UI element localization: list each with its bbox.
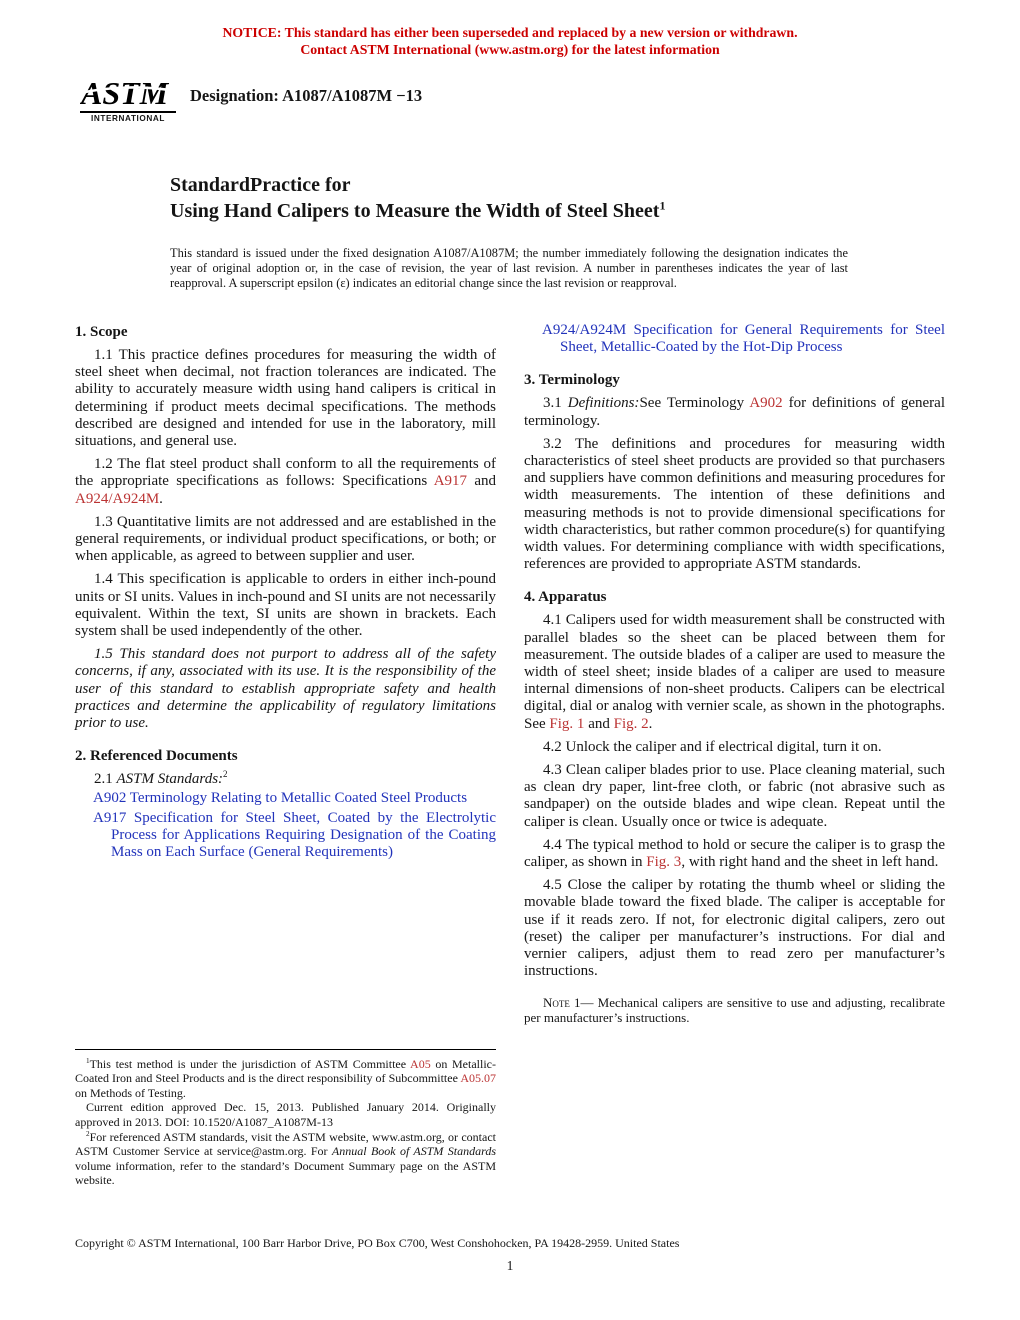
preamble-paragraph: This standard is issued under the fixed designation A1087/A1087M; the number immediately following the designation indicates the year of original adoption or, in the case of revision, the year of last revision. A number in parentheses indicates the year of last reapproval. A superscript epsilon (ε) indicates an editorial change since the last revision or reapproval. xyxy=(170,246,848,291)
para-1-2-text: 1.2 The flat steel product shall conform to all the requirements of the appropriate specifications as follows: Specifications xyxy=(75,456,496,490)
para-3-2: 3.2 The definitions and procedures for measuring width characteristics of steel sheet products are provided so that purchasers and suppliers have common definitions and measuring procedures for width measurements. The intention of these definitions and measuring methods is not to provide dimensional specifications for width characteristics, but rather common procedure(s) for quantifying width values. For determining compliance with width specifications, references are provided to appropriate ASTM standards. xyxy=(524,435,945,573)
link-fig-2[interactable]: Fig. 2 xyxy=(613,715,649,732)
right-column xyxy=(524,322,945,1188)
para-2-1-number: 2.1 xyxy=(94,771,117,788)
reference-item xyxy=(524,322,945,356)
header xyxy=(80,68,422,123)
footnote-1-marker: 1 xyxy=(86,1056,90,1065)
para-3-1-text: See Terminology xyxy=(639,395,750,412)
page-number: 1 xyxy=(506,1258,514,1273)
title-text: Using Hand Calipers to Measure the Width of Steel Sheet xyxy=(170,200,660,222)
link-a05[interactable]: A05 xyxy=(410,1056,431,1071)
para-2-1-italic: ASTM Standards: xyxy=(116,771,224,788)
para-2-1-footnote-ref: 2 xyxy=(223,769,228,780)
section-3-heading: 3. Terminology xyxy=(524,372,620,389)
para-1-5: 1.5 This standard does not purport to address all of the safety concerns, if any, associated with its use. It is the responsibility of the user of this standard to establish appropriate safety and health practices and determine the applicability of regulatory limitations prior to use. xyxy=(75,646,496,732)
para-3-1-number: 3.1 xyxy=(543,395,568,412)
para-4-4-text: , with right hand and the sheet in left hand. xyxy=(681,854,939,871)
reference-item xyxy=(75,790,496,807)
astm-logo xyxy=(80,68,176,123)
para-4-2: 4.2 Unlock the caliper and if electrical digital, turn it on. xyxy=(543,738,882,755)
footnote-2-text: For referenced ASTM standards, visit the ASTM website, www.astm.org, or contact ASTM Customer Service at service@astm.org. For xyxy=(75,1129,496,1159)
designation-label: Designation: A1087/A1087M −13 xyxy=(190,86,423,105)
para-4-4-text: 4.4 The typical method to hold or secure the caliper is to grasp the caliper, as shown in xyxy=(524,836,945,871)
footnote-1 xyxy=(75,1057,496,1101)
para-1-2 xyxy=(75,456,496,508)
title-block xyxy=(170,172,665,224)
footnote-1-text: on Methods of Testing. xyxy=(75,1085,186,1100)
link-a05-07[interactable]: A05.07 xyxy=(460,1071,496,1086)
link-a924-a924m[interactable]: A924/A924M xyxy=(75,490,160,507)
section-2-heading: 2. Referenced Documents xyxy=(75,748,238,765)
para-3-1-italic: Definitions: xyxy=(567,395,640,412)
para-1-3: 1.3 Quantitative limits are not addressed and are established in the general requirements, or individual product specifications, or both; or when applicable, as agreed to between supplier and user. xyxy=(75,513,496,565)
para-4-1-text: . xyxy=(648,715,653,732)
para-4-1-text: and xyxy=(584,715,614,732)
para-1-2-text: and xyxy=(467,473,496,490)
footnote-2-marker: 2 xyxy=(86,1129,90,1138)
two-column-body xyxy=(75,322,945,1188)
para-1-4: 1.4 This specification is applicable to orders in either inch-pound units or SI units. Values in inch-pound and SI units are not necessarily equivalent. Within the text, SI units are shown in brackets. Each system shall be used independently of the other. xyxy=(75,571,496,640)
footnote-separator-rule xyxy=(75,1049,496,1050)
copyright-line: Copyright © ASTM International, 100 Barr Harbor Drive, PO Box C700, West Conshohocken, PA 19428-2959. United States xyxy=(75,1236,680,1250)
left-column xyxy=(75,322,496,1188)
link-a917[interactable]: A917 xyxy=(433,473,468,490)
para-3-1-text: for definitions of general terminology. xyxy=(524,395,945,429)
para-2-1 xyxy=(75,771,496,788)
notice-line-2: Contact ASTM International (www.astm.org) for the latest information xyxy=(300,42,720,57)
para-4-1-text: 4.1 Calipers used for width measurement shall be constructed with parallel blades so the sheet can be placed between them for measurement. The outside blades of a caliper are used to measure the width of steel sheet; inside blades of a caliper are used to measure internal dimensions of non-sheet products. Calipers can be electrical digital, dial or analog with vernier scale, as shown in the photographs. See xyxy=(524,612,945,732)
astm-logo-graphic xyxy=(80,68,176,114)
title-footnote-ref: 1 xyxy=(659,198,666,213)
footnote-1-text: on Metallic-Coated Iron and Steel Products and is the direct responsibility of Subcommittee xyxy=(75,1056,496,1086)
footnote-1-text: This test method is under the jurisdiction of ASTM Committee xyxy=(89,1056,411,1071)
para-3-1 xyxy=(524,395,945,429)
para-1-1: 1.1 This practice defines procedures for measuring the width of steel sheet when decimal, not fraction tolerances are indicated. The ability to accurately measure width using hand calipers is critical in determining if product meets decimal specifications. The methods described are designed and intended for use in the laboratory, mill situations, and general use. xyxy=(75,347,496,450)
section-4-heading: 4. Apparatus xyxy=(524,589,607,606)
link-a924-reference[interactable]: A924/A924M Specification for General Requirements for Steel Sheet, Metallic-Coated by the Hot-Dip Process xyxy=(542,322,945,356)
title-line-2 xyxy=(170,198,665,224)
para-1-2-text: . xyxy=(159,490,163,507)
title-line-1: StandardPractice for xyxy=(170,174,351,196)
para-4-3: 4.3 Clean caliper blades prior to use. Place cleaning material, such as clean dry paper, lint-free cloth, or fabric (not abrasive such as sandpaper) on the outside blades and wipe clean. Repeat until the caliper is clean. Usually once or twice is adequate. xyxy=(524,762,945,830)
footnote-2-text: volume information, refer to the standard’s Document Summary page on the ASTM website. xyxy=(75,1158,496,1188)
reference-item xyxy=(75,810,496,862)
para-4-4 xyxy=(524,837,945,871)
svg-text:ASTM: ASTM xyxy=(81,75,169,111)
note-1-text: Mechanical calipers are sensitive to use and adjusting, recalibrate per manufacturer’s instructions. xyxy=(524,994,946,1026)
link-fig-1[interactable]: Fig. 1 xyxy=(549,715,585,732)
logo-international-label: INTERNATIONAL xyxy=(80,111,176,123)
notice-line-1: NOTICE: This standard has either been superseded and replaced by a new version or withdrawn. xyxy=(222,25,798,40)
superseded-notice xyxy=(0,24,1020,58)
para-4-5: 4.5 Close the caliper by rotating the thumb wheel or sliding the movable blade toward the fixed blade. The caliper is acceptable for use if it reads zero. If not, for electronic digital calipers, zero out (reset) the caliper per manufacturer’s instructions. For dial and vernier calipers, adjust them to read zero per manufacturer’s instructions. xyxy=(524,877,945,980)
footnote-edition: Current edition approved Dec. 15, 2013. Published January 2014. Originally approved in 2013. DOI: 10.1520/A1087_A1087M-13 xyxy=(75,1100,496,1130)
footnote-2-italic: Annual Book of ASTM Standards xyxy=(331,1144,497,1159)
para-4-1 xyxy=(524,612,945,732)
link-a917-reference[interactable]: A917 Specification for Steel Sheet, Coated by the Electrolytic Process for Applications Requiring Designation of the Coating Mass on Each Surface (General Requirements) xyxy=(93,809,496,861)
link-fig-3[interactable]: Fig. 3 xyxy=(646,854,682,871)
note-1 xyxy=(524,995,945,1026)
link-a902[interactable]: A902 xyxy=(749,395,783,412)
footnote-2 xyxy=(75,1130,496,1188)
note-1-label: Note 1— xyxy=(543,994,598,1010)
section-1-heading: 1. Scope xyxy=(75,324,128,340)
link-a902-reference[interactable]: A902 Terminology Relating to Metallic Coated Steel Products xyxy=(93,790,468,807)
footnotes xyxy=(75,1049,496,1188)
